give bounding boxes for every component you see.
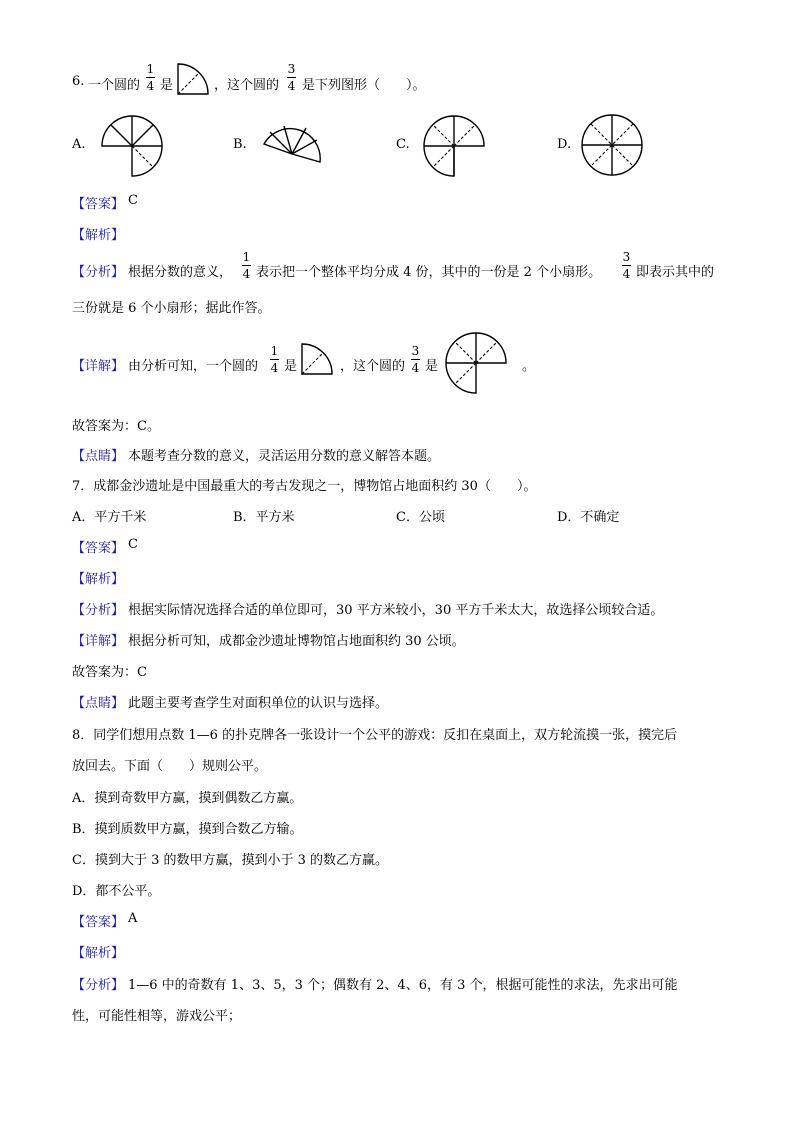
option-c-figure-icon <box>422 114 486 178</box>
q7-dianjing-text: 此题主要考查学生对面积单位的认识与选择。 <box>128 696 389 711</box>
q8-fenxi-text-line2: 性，可能性相等，游戏公平； <box>72 1009 242 1024</box>
q6-dianjing-text: 本题考查分数的意义，灵活运用分数的意义解答本题。 <box>128 449 441 464</box>
q7-conclusion: 故答案为：C <box>72 665 147 680</box>
q6-xiangjie-tag: 【详解】 <box>72 359 125 374</box>
q6-number: 6. <box>72 74 85 89</box>
q8-fenxi-text-line1: 1—6 中的奇数有 1、3、5，3 个；偶数有 2、4、6，有 3 个，根据可能性的求法，先求出可能 <box>128 978 678 993</box>
q6-stem-text: 是 <box>160 78 174 93</box>
q7-option-b: B．平方米 <box>233 510 295 525</box>
q7-xiangjie-text: 根据分析可知，成都金沙遗址博物馆占地面积约 30 公顷。 <box>128 634 465 649</box>
q6-fraction-3-4: 3 4 <box>287 62 296 93</box>
q8-stem-line1: 8．同学们想用点数 1—6 的扑克牌各一张设计一个公平的游戏：反扣在桌面上，双方轮流摸一张，摸完后 <box>72 728 678 743</box>
q6-conclusion: 故答案为：C。 <box>72 419 160 434</box>
q8-answer: A <box>128 911 138 926</box>
q7-stem: 7．成都金沙遗址是中国最重大的考古发现之一，博物馆占地面积约 30（ ）。 <box>72 479 537 494</box>
option-d-figure-icon <box>580 113 644 177</box>
q6-fenxi-fraction-3-4: 3 4 <box>622 250 631 281</box>
q7-option-c: C．公顷 <box>396 510 445 525</box>
q8-answer-tag: 【答案】 <box>72 915 125 930</box>
q6-fenxi-text: 表示把一个整体平均分成 4 份，其中的一份是 2 个小扇形。 <box>256 265 602 280</box>
q6-fenxi-text: 三份就是 6 个小扇形；据此作答。 <box>72 301 271 316</box>
q6-option-d-label: D. <box>557 137 572 152</box>
q6-xiangjie-fraction-1-4: 1 4 <box>270 344 279 375</box>
q6-option-b-label: B. <box>233 137 247 152</box>
q7-fenxi-text: 根据实际情况选择合适的单位即可，30 平方米较小，30 平方千米太大，故选择公顷较合适。 <box>128 603 664 618</box>
q6-stem-text: ，这个圆的 <box>214 78 280 93</box>
option-a-figure-icon <box>100 114 164 178</box>
q6-xiangjie-text: 。 <box>522 359 536 374</box>
q8-fenxi-tag: 【分析】 <box>72 978 125 993</box>
q6-stem-text: 是下列图形（ ）。 <box>302 78 426 93</box>
q6-analysis-heading: 【解析】 <box>72 228 125 243</box>
q6-xiangjie-text: 是 <box>284 359 298 374</box>
q6-xiangjie-fraction-3-4: 3 4 <box>411 344 420 375</box>
quarter-circle-icon <box>176 62 210 96</box>
q8-option-b: B．摸到质数甲方赢，摸到合数乙方输。 <box>72 822 303 837</box>
q6-fraction-1-4: 1 4 <box>146 62 155 93</box>
q7-option-a: A．平方千米 <box>72 510 147 525</box>
q8-option-c: C．摸到大于 3 的数甲方赢，摸到小于 3 的数乙方赢。 <box>72 853 389 868</box>
q7-option-d: D．不确定 <box>557 510 620 525</box>
quarter-circle-icon <box>300 342 334 376</box>
q6-fenxi-tag: 【分析】 <box>72 265 125 280</box>
option-b-figure-icon <box>262 124 324 166</box>
q6-stem-text: 一个圆的 <box>88 78 141 93</box>
q8-analysis-heading: 【解析】 <box>72 946 125 961</box>
q6-dianjing-tag: 【点睛】 <box>72 449 125 464</box>
q7-analysis-heading: 【解析】 <box>72 572 125 587</box>
q6-fenxi-fraction-1-4: 1 4 <box>242 250 251 281</box>
q6-fenxi-text: 即表示其中的 <box>636 265 715 280</box>
q7-answer: C <box>128 537 138 552</box>
q8-option-d: D．都不公平。 <box>72 884 161 899</box>
q6-option-c-label: C. <box>396 137 410 152</box>
q7-dianjing-tag: 【点睛】 <box>72 696 125 711</box>
q8-option-a: A．摸到奇数甲方赢，摸到偶数乙方赢。 <box>72 791 303 806</box>
q6-xiangjie-text: ，这个圆的 <box>340 359 406 374</box>
three-quarter-circle-icon <box>444 331 508 395</box>
q7-answer-tag: 【答案】 <box>72 541 125 556</box>
q6-option-a-label: A. <box>72 137 86 152</box>
q6-fenxi-text: 根据分数的意义， <box>128 265 233 280</box>
q6-xiangjie-text: 由分析可知，一个圆的 <box>128 359 259 374</box>
q6-answer-tag: 【答案】 <box>72 197 125 212</box>
q8-stem-line2: 放回去。下面（ ）规则公平。 <box>72 759 268 774</box>
q6-answer: C <box>128 193 138 208</box>
q7-fenxi-tag: 【分析】 <box>72 603 125 618</box>
q7-xiangjie-tag: 【详解】 <box>72 634 125 649</box>
q6-xiangjie-text: 是 <box>425 359 439 374</box>
